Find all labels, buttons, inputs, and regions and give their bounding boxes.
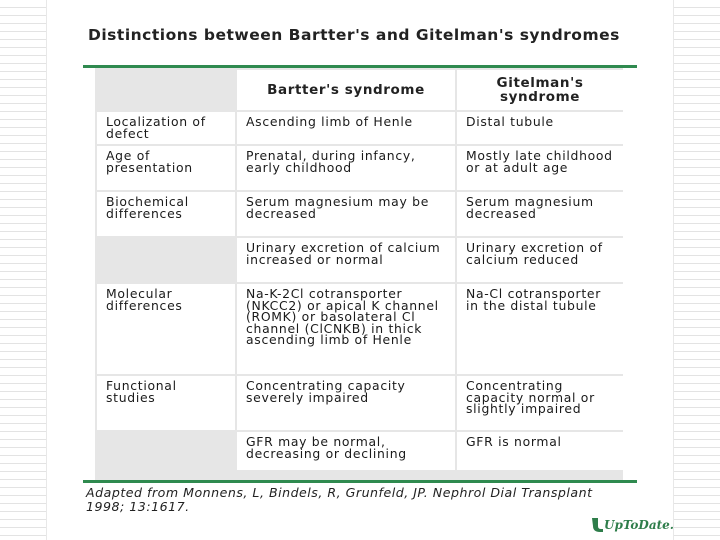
header-blank-cell [97, 70, 235, 110]
bartter-cell: Ascending limb of Henle [237, 112, 455, 144]
row-label [97, 238, 235, 282]
gitelman-cell: Distal tubule [457, 112, 623, 144]
row-label: Localization of defect [97, 112, 235, 144]
bartter-cell: Na-K-2Cl cotransporter (NKCC2) or apical K channel (ROMK) or basolateral Cl channel (ClCNKB) in thick ascending limb of Henle [237, 284, 455, 374]
header-row [97, 70, 623, 110]
gitelman-cell: Mostly late childhood or at adult age [457, 146, 623, 190]
bartter-cell: Urinary excretion of calcium increased or normal [237, 238, 455, 282]
row-label: Age of presentation [97, 146, 235, 190]
comparison-table-container [95, 68, 623, 480]
table-row [97, 376, 623, 430]
comparison-table [95, 68, 625, 472]
gitelman-cell: Concentrating capacity normal or slightly impaired [457, 376, 623, 430]
logo-mark-icon [592, 518, 603, 532]
gitelman-cell: Urinary excretion of calcium reduced [457, 238, 623, 282]
uptodate-logo [590, 515, 678, 535]
header-bartter: Bartter's syndrome [237, 70, 455, 110]
bottom-rule [83, 480, 637, 483]
gitelman-cell: GFR is normal [457, 432, 623, 470]
table-title: Distinctions between Bartter's and Gitelman's syndromes [88, 26, 620, 44]
logo-text: UpToDate. [604, 518, 674, 532]
table-row [97, 284, 623, 374]
table-row [97, 432, 623, 470]
bartter-cell: Serum magnesium may be decreased [237, 192, 455, 236]
table-row [97, 238, 623, 282]
row-label: Functional studies [97, 376, 235, 430]
right-stripe-decoration [673, 0, 720, 540]
header-gitelman: Gitelman's syndrome [457, 70, 623, 110]
citation-footnote: Adapted from Monnens, L, Bindels, R, Grunfeld, JP. Nephrol Dial Transplant 1998; 13:1617. [86, 485, 593, 514]
table-row [97, 112, 623, 144]
bartter-cell: Concentrating capacity severely impaired [237, 376, 455, 430]
left-stripe-decoration [0, 0, 47, 540]
table-row [97, 192, 623, 236]
table-row [97, 146, 623, 190]
gitelman-cell: Na-Cl cotransporter in the distal tubule [457, 284, 623, 374]
row-label: Biochemical differences [97, 192, 235, 236]
bartter-cell: Prenatal, during infancy, early childhood [237, 146, 455, 190]
gitelman-cell: Serum magnesium decreased [457, 192, 623, 236]
row-label: Molecular differences [97, 284, 235, 374]
row-label [97, 432, 235, 470]
bartter-cell: GFR may be normal, decreasing or declining [237, 432, 455, 470]
